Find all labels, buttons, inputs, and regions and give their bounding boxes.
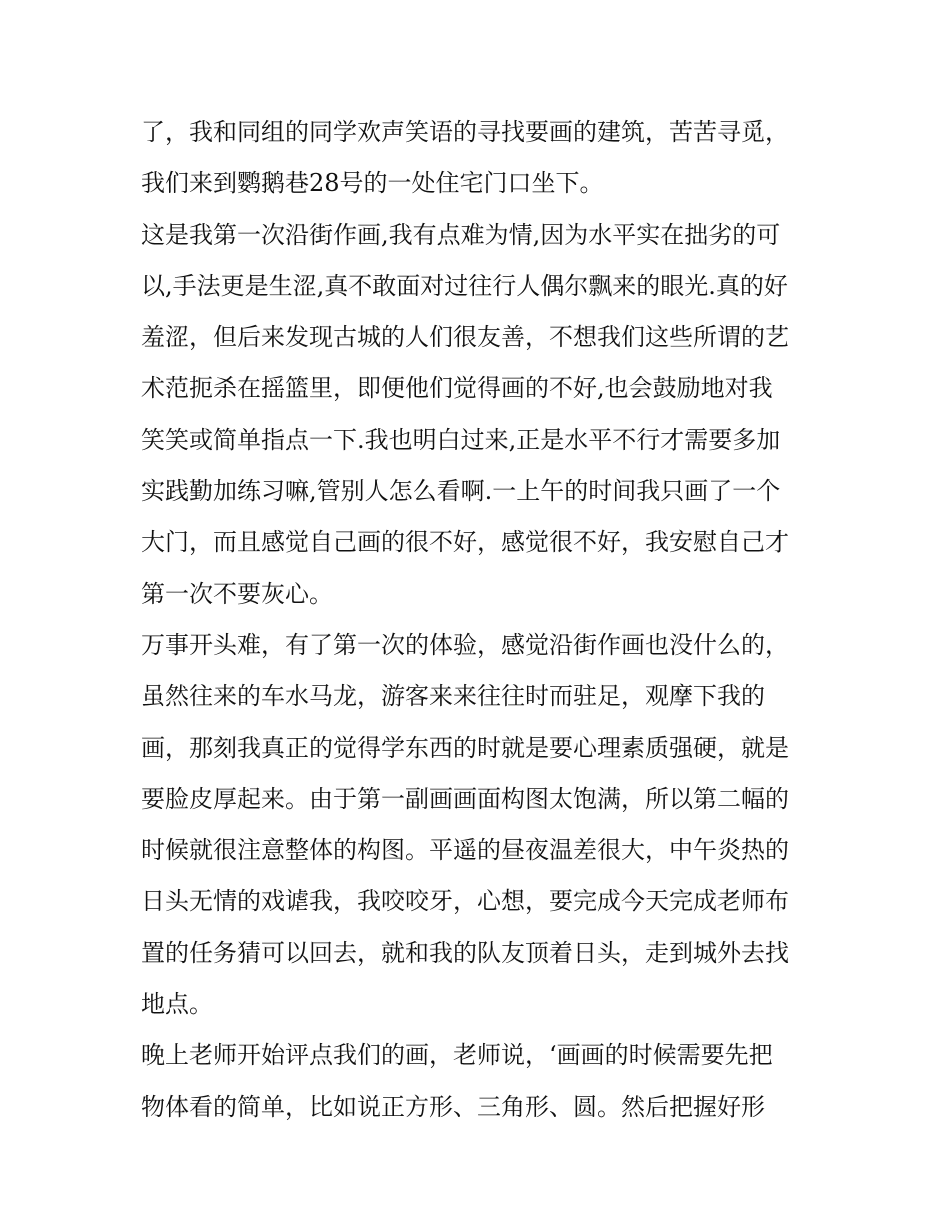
text-line: 要脸皮厚起来。由于第一副画画面构图太饱满，所以第二幅的	[141, 784, 789, 813]
text-line: 这是我第一次沿街作画,我有点难为情,因为水平实在拙劣的可	[141, 220, 781, 249]
text-line: 实践勤加练习嘛,管别人怎么看啊.一上午的时间我只画了一个	[141, 477, 781, 506]
text-line: 晚上老师开始评点我们的画，老师说，‘画画的时候需要先把	[141, 1041, 773, 1070]
text-line: 虽然往来的车水马龙，游客来来往往时而驻足，观摩下我的	[141, 682, 765, 711]
text-line: 我们来到鹦鹅巷28号的一处住宅门口坐下。	[141, 169, 604, 198]
text-line: 笑笑或简单指点一下.我也明白过来,正是水平不行才需要多加	[141, 425, 781, 454]
text-line: 万事开头难，有了第一次的体验，感觉沿街作画也没什么的，	[141, 630, 789, 659]
text-line: 置的任务猜可以回去，就和我的队友顶着日头，走到城外去找	[141, 938, 789, 967]
text-line: 羞涩，但后来发现古城的人们很友善，不想我们这些所谓的艺	[141, 323, 789, 352]
text-line: 画，那刻我真正的觉得学东西的时就是要心理素质强硬，就是	[141, 733, 789, 762]
text-line: 时候就很注意整体的构图。平遥的昼夜温差很大，中午炎热的	[141, 836, 789, 865]
text-line: 大门，而且感觉自己画的很不好，感觉很不好，我安慰自己才	[141, 528, 789, 557]
text-line: 以,手法更是生涩,真不敢面对过往行人偶尔飘来的眼光.真的好	[141, 271, 788, 300]
essay-text	[141, 107, 821, 1133]
text-line: 了，我和同组的同学欢声笑语的寻找要画的建筑，苦苦寻觅，	[141, 118, 789, 146]
text-line: 第一次不要灰心。	[141, 579, 333, 608]
text-line: 术范扼杀在摇篮里，即便他们觉得画的不好,也会鼓励地对我	[141, 374, 773, 403]
text-line: 地点。	[141, 990, 213, 1019]
text-line: 物体看的简单，比如说正方形、三角形、圆。然后把握好形	[141, 1092, 765, 1121]
text-line: 日头无情的戏谑我，我咬咬牙，心想，要完成今天完成老师布	[141, 887, 789, 916]
